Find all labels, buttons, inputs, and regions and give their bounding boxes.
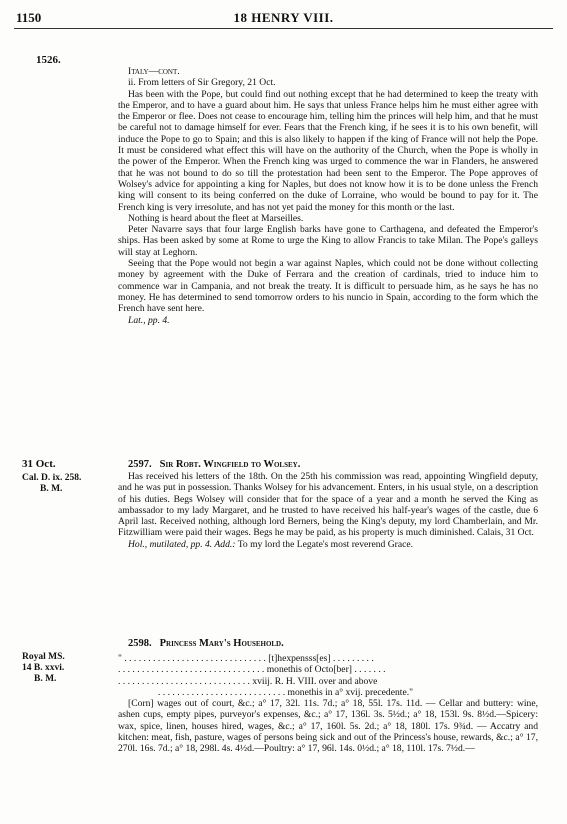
entry-note	[118, 539, 538, 550]
entry-number: 2597.	[128, 459, 152, 470]
manuscript-ref-shelfmark: 14 B. xxvi.	[22, 663, 65, 673]
entry-heading	[118, 459, 538, 471]
quoted-line: " . . . . . . . . . . . . . . . . . . . . . . . . . . . . . . [t]hexpensss[es] . . . . . . . . .	[118, 653, 374, 664]
entry-2598	[118, 638, 538, 755]
manuscript-ref-location: B. M.	[34, 674, 57, 684]
running-title: 18 HENRY VIII.	[233, 10, 334, 25]
entry-number: 2598.	[128, 638, 152, 649]
note-italic: Hol., mutilated, pp. 4. Add.:	[128, 538, 236, 550]
italy-section	[118, 66, 538, 326]
manuscript-ref: Cal. D. ix. 258.	[22, 473, 82, 483]
entry-heading	[118, 638, 538, 650]
entry-2597-margin	[22, 459, 81, 495]
entry-body: [Corn] wages out of court, &c.; a° 17, 32l. 11s. 7d.; a° 18, 55l. 17s. 11d. — Cellar and buttery: wine, ashen cups, empty pipes, purveyor's expenses, &c.; a° 17, 136l. 3s. 5½d.; a° 18, 153l. 9s. 8½d.—Spicery: wax, spice, linen, houses hired, wages, &c.; a° 17, 160l. 5s. 2d.; a° 18, 180l. 17s. 9¾d. — Accatry and kitchen: meat, fish, pasture, wages of persons being sick and out of the Princess's house, rewards, &c.; a° 17, 270l. 16s. 7d.; a° 18, 298l. 4s. 4½d.—Poultry: a° 17, 96l. 14s. 0½d.; a° 18, 110l. 17s. 7½d.—	[118, 698, 538, 755]
year-label: 1526.	[36, 54, 61, 66]
entry-body: Has received his letters of the 18th. On the 25th his commission was read, appointing Wingfield deputy, and he was put in possession. Thanks Wolsey for his advancement. Enters, in his usual style, on a description of his duties. Begs Wolsey will consider that for the space of a year and a month he served the King as ambassador to my lady Margaret, and he trusted to have received his half-year's wages of the castle, due 6 April last. Received nothing, although lord Berners, being the King's deputy, my lord Chamberlain, and Mr. Fitzwilliam were paid their wages. Begs he may be paid, as his property is much diminished. Calais, 31 Oct.	[118, 471, 538, 539]
quoted-line: . . . . . . . . . . . . . . . . . . . . . . . . . . . . xviij. R. H. VIII. over and above	[118, 675, 378, 687]
entry-title: Sir Robt. Wingfield to Wolsey.	[159, 459, 301, 470]
paragraph: Has been with the Pope, but could find out nothing except that he had determined to keep the treaty with the Emperor, and to have a guard about him. He says that unless France helps him he must either agree with the Emperor or flee. Does not cease to encourage him, telling him the princes will help him, and that he must be careful not to damage himself for ever. Fears that the French king, if he sees it is to his own benefit, will induce the Pope to go to Spain; and this is also likely to happen if the king of France will not help the Pope. It must be considered what effect this will have on the authority of the Church, when the Pope is wholly in the power of the Emperor. When the French king was urged to commence the war in Flanders, he answered that he was not bound to do so till the protestation had been sent to the Emperor. The Pope approves of Wolsey's advice for appointing a king for Naples, but does not know how it is to be done unless the French king will consent to its being conferred on the duke of Lorraine, who would be bound to pay for it. The French king is very irresolute, and has not yet paid the money for this month or the last.	[118, 88, 538, 213]
section-heading: Italy—cont.	[128, 66, 180, 77]
entry-date: 31 Oct.	[22, 458, 56, 470]
note-rest: To my lord the Legate's most reverend Grace.	[235, 538, 413, 550]
manuscript-ref: Royal MS.	[22, 652, 65, 662]
source-note: Lat., pp. 4.	[128, 314, 170, 326]
sub-heading: ii. From letters of Sir Gregory, 21 Oct.	[128, 77, 276, 89]
paragraph: Nothing is heard about the fleet at Marseilles.	[128, 212, 304, 224]
entry-2598-margin	[22, 652, 65, 685]
entry-title: Princess Mary's Household.	[159, 638, 284, 649]
page-number: 1150	[16, 10, 42, 25]
paragraph: Peter Navarre says that four large English barks have gone to Carthagena, and defeated the Emperor's ships. Has been asked by some at Rome to urge the King to allow Francis to take Milan. The Pope's galleys will stay at Leghorn.	[118, 224, 538, 258]
manuscript-ref-location: B. M.	[40, 484, 63, 494]
quoted-line: . . . . . . . . . . . . . . . . . . . . . . . . . . . . . . . monethis of Octo[ber] . . . . . . .	[118, 664, 386, 676]
header-rule	[14, 28, 553, 29]
page-header	[0, 10, 567, 28]
paragraph: Seeing that the Pope would not begin a war against Naples, which could not be done without collecting money by agreement with the Duke of Ferrara and the creation of cardinals, tried to induce him to commence war in Campania, and not break the treaty. It is difficult to persuade him, as he says he has no money. He has determined to send tomorrow orders to his nuncio in Spain, according to the form which the French have sent here.	[118, 258, 538, 315]
entry-2597	[118, 459, 538, 550]
quoted-line: . . . . . . . . . . . . . . . . . . . . . . . . . . . monethis in a° xvij. precedente."	[158, 686, 414, 698]
